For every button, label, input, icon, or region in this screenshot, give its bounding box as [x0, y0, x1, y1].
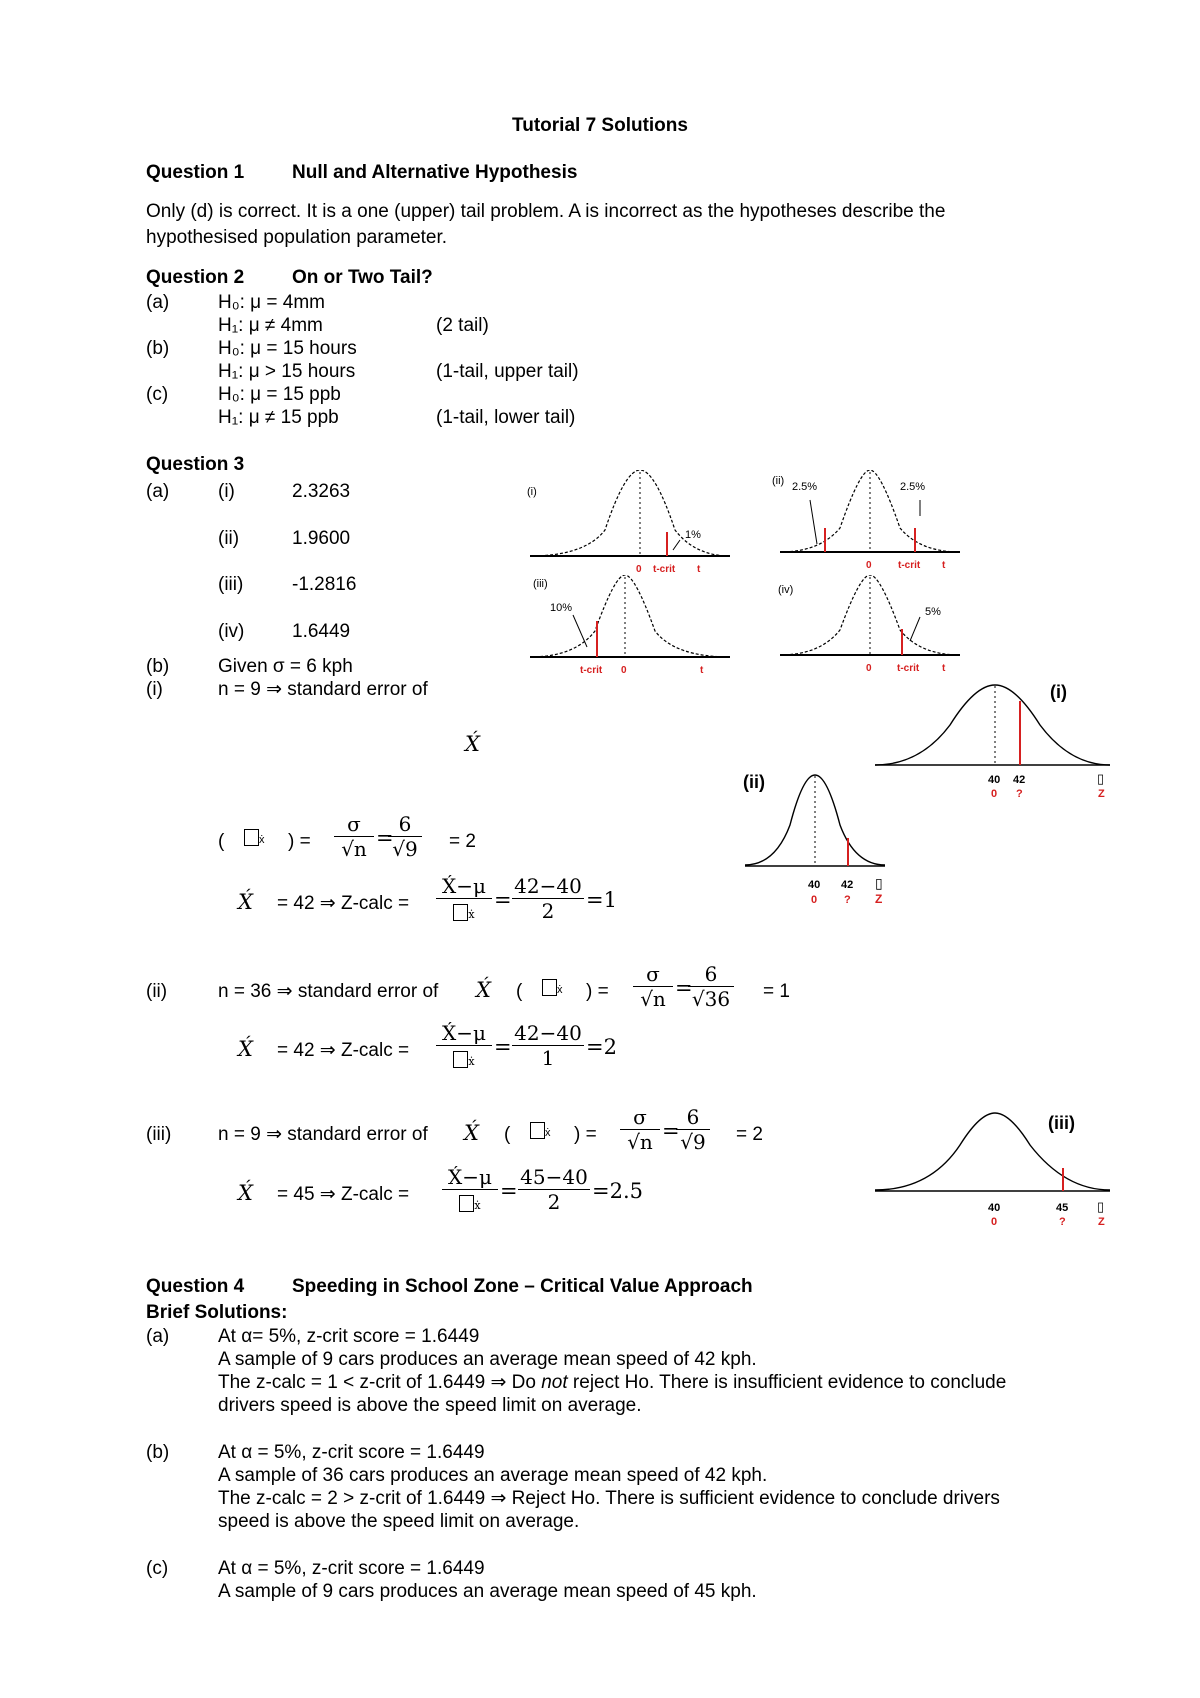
q3-a-value: 2.3263	[292, 481, 351, 502]
frac-den: √9	[680, 1130, 706, 1154]
frac-den: 2	[547, 1190, 561, 1214]
q2-tail-note: (1-tail, upper tail)	[436, 361, 579, 382]
q1-line1: Only (d) is correct. It is a one (upper) tail problem. A is incorrect as the hypotheses describe the	[146, 201, 946, 222]
q2-tail-note: (1-tail, lower tail)	[436, 407, 576, 428]
equals: =	[500, 1179, 518, 1203]
xbar-symbol: X́	[465, 732, 480, 756]
paren-open: (	[516, 981, 523, 1002]
frac-6-sqrt9	[676, 1105, 710, 1154]
q3-a-value: 1.6449	[292, 621, 351, 642]
result: =2.5	[592, 1179, 643, 1203]
q3-ii-text: n = 36 ⇒ standard error of	[218, 981, 439, 1002]
frac-values	[518, 1165, 590, 1214]
q3-iii-text: n = 9 ⇒ standard error of	[218, 1124, 428, 1145]
result-eq-2: = 2	[736, 1124, 763, 1145]
frac-num: σ	[334, 812, 374, 837]
q2-tail-note: (2 tail)	[436, 315, 489, 336]
z-diagram-ii	[735, 760, 915, 920]
q2-part-label: (b)	[146, 338, 170, 359]
tail-right-label: 2.5%	[900, 481, 926, 493]
t-diagram-iii	[525, 575, 735, 685]
page-title-text: Tutorial 7 Solutions	[512, 115, 688, 136]
equals: =	[675, 976, 693, 1000]
q4-a-line2: A sample of 9 cars produces an average mean speed of 42 kph.	[218, 1349, 757, 1370]
t-diagram-ii	[770, 470, 970, 580]
paren-close: ) =	[288, 831, 311, 852]
q2-part-label: (c)	[146, 384, 169, 405]
frac-num: X́−μ	[442, 1165, 498, 1190]
axis-top-value: 42	[841, 879, 854, 891]
frac-values	[512, 874, 584, 923]
t-diagram-iv	[770, 575, 970, 685]
q4-a-part: (a)	[146, 1326, 170, 1347]
paren-open: (	[218, 831, 225, 852]
q4-a-line3-emphasis: not	[541, 1372, 568, 1393]
frac-den: ẋ	[436, 1046, 492, 1070]
q3-a-sub: (ii)	[218, 528, 240, 549]
axis-t: t	[942, 663, 946, 674]
q4-b-line3: The z-calc = 2 > z-crit of 1.6449 ⇒ Reject Ho. There is sufficient evidence to conclude drivers	[218, 1488, 1000, 1509]
q3-label: Question 3	[146, 454, 245, 475]
frac-sigma-sqrtn	[620, 1105, 660, 1154]
q3-b-part: (b)	[146, 656, 170, 677]
axis-bottom-q: ?	[1016, 788, 1023, 800]
frac-num: σ	[633, 962, 673, 987]
q4-b-part: (b)	[146, 1442, 170, 1463]
q3-i-text: n = 9 ⇒ standard error of	[218, 679, 428, 700]
xbar-symbol: X́	[464, 1121, 479, 1145]
q1-line2: hypothesised population parameter.	[146, 227, 448, 248]
result-eq-1: = 1	[763, 981, 790, 1002]
z-diagram-iii	[870, 1105, 1115, 1245]
q4-brief: Brief Solutions:	[146, 1302, 288, 1323]
xbar-symbol: X́	[238, 890, 253, 914]
frac-num: X́−μ	[436, 1021, 492, 1046]
axis-top-value: 45	[1056, 1202, 1069, 1214]
frac-num: 6	[676, 1105, 710, 1130]
frac-sigma-sqrtn	[334, 812, 374, 861]
axis-tcrit: t-crit	[898, 560, 921, 571]
t-diagram-i	[525, 470, 735, 580]
axis-bottom-q: ?	[1059, 1216, 1066, 1228]
q2-heading: On or Two Tail?	[292, 267, 433, 288]
axis-bottom-0: 0	[991, 788, 998, 800]
frac-num: 42−40	[512, 1021, 584, 1046]
paren-close: ) =	[586, 981, 609, 1002]
diagram-label: (iii)	[533, 578, 548, 590]
q2-hypothesis: H₀: μ = 15 ppb	[218, 384, 341, 405]
diagram-label: (ii)	[743, 772, 765, 792]
diagram-label: (iii)	[1048, 1113, 1075, 1133]
page-title	[0, 115, 1200, 138]
xbar-symbol: X́	[238, 1181, 253, 1205]
frac-num: X́−μ	[436, 874, 492, 899]
axis-t: t	[942, 560, 946, 571]
tail-label: 1%	[685, 529, 701, 541]
frac-den: √36	[691, 987, 731, 1011]
diagram-label: (ii)	[772, 475, 785, 487]
q4-a-line3	[218, 1372, 1006, 1395]
q4-c-line1: At α = 5%, z-crit score = 1.6449	[218, 1558, 485, 1579]
tail-label: 5%	[925, 606, 941, 618]
frac-den: √n	[341, 837, 367, 861]
frac-values	[512, 1021, 584, 1070]
frac-num: 45−40	[518, 1165, 590, 1190]
se-symbol: ẋ	[542, 977, 563, 1000]
q3-a-value: 1.9600	[292, 528, 351, 549]
frac-den: √n	[627, 1130, 653, 1154]
frac-sigma-sqrtn	[633, 962, 673, 1011]
q1-heading: Null and Alternative Hypothesis	[292, 162, 578, 183]
axis-top-mean: 40	[988, 774, 1001, 786]
frac-den: ẋ	[442, 1190, 498, 1214]
q2-label: Question 2	[146, 267, 245, 288]
frac-6-sqrt36	[688, 962, 734, 1011]
ii-calc-text: = 42 ⇒ Z-calc =	[277, 1040, 410, 1061]
frac-num: 42−40	[512, 874, 584, 899]
xbar-symbol: X́	[476, 978, 491, 1002]
axis-bottom-z: Z	[1098, 788, 1105, 800]
axis-top-xbar: ▯	[875, 875, 883, 891]
axis-top-mean: 40	[988, 1202, 1001, 1214]
se-symbol: ẋ	[530, 1120, 551, 1143]
axis-top-xbar: ▯	[1097, 1199, 1105, 1214]
axis-tcrit: t-crit	[897, 663, 920, 674]
q2-hypothesis: H₀: μ = 4mm	[218, 292, 325, 313]
frac-den: √9	[392, 837, 418, 861]
q4-c-line2: A sample of 9 cars produces an average mean speed of 45 kph.	[218, 1581, 757, 1602]
q4-a-line4: drivers speed is above the speed limit on average.	[218, 1395, 642, 1416]
q4-a-line3a: The z-calc = 1 < z-crit of 1.6449 ⇒ Do	[218, 1372, 542, 1393]
equals: =	[494, 888, 512, 912]
q3-a-sub: (iii)	[218, 574, 244, 595]
frac-zcalc	[436, 874, 492, 923]
q3-ii-part: (ii)	[146, 981, 168, 1002]
q3-a-part: (a)	[146, 481, 170, 502]
frac-num: 6	[688, 962, 734, 987]
tail-left-label: 2.5%	[792, 481, 818, 493]
axis-tcrit: t-crit	[580, 665, 603, 676]
equals: =	[494, 1035, 512, 1059]
result: =1	[586, 888, 617, 912]
tail-label: 10%	[550, 602, 573, 614]
frac-6-sqrt9	[388, 812, 422, 861]
q4-heading: Speeding in School Zone – Critical Value Approach	[292, 1276, 753, 1297]
q4-a-line1: At α= 5%, z-crit score = 1.6449	[218, 1326, 480, 1347]
axis-t: t	[697, 564, 701, 575]
q2-part-label: (a)	[146, 292, 170, 313]
diagram-label: (i)	[1050, 682, 1067, 702]
q3-a-sub: (i)	[218, 481, 235, 502]
axis-0: 0	[621, 665, 627, 676]
equals: =	[662, 1119, 680, 1143]
axis-top-mean: 40	[808, 879, 821, 891]
q2-hypothesis: H₁: μ > 15 hours	[218, 361, 356, 382]
frac-den: 2	[541, 899, 555, 923]
q4-b-line1: At α = 5%, z-crit score = 1.6449	[218, 1442, 485, 1463]
i-calc-text: = 42 ⇒ Z-calc =	[277, 893, 410, 914]
axis-bottom-0: 0	[811, 894, 818, 906]
equals: =	[376, 826, 394, 850]
q2-hypothesis: H₁: μ ≠ 15 ppb	[218, 407, 339, 428]
q4-b-line4: speed is above the speed limit on average.	[218, 1511, 580, 1532]
q3-a-sub: (iv)	[218, 621, 245, 642]
axis-top-value: 42	[1013, 774, 1026, 786]
axis-0: 0	[866, 663, 872, 674]
axis-t: t	[700, 665, 704, 676]
axis-bottom-q: ?	[844, 894, 851, 906]
axis-bottom-z: Z	[1098, 1216, 1105, 1228]
q4-b-line2: A sample of 36 cars produces an average mean speed of 42 kph.	[218, 1465, 768, 1486]
frac-num: σ	[620, 1105, 660, 1130]
q4-c-part: (c)	[146, 1558, 169, 1579]
iii-calc-text: = 45 ⇒ Z-calc =	[277, 1184, 410, 1205]
frac-zcalc	[442, 1165, 498, 1214]
axis-tcrit: t-crit	[653, 564, 676, 575]
q4-label: Question 4	[146, 1276, 245, 1297]
axis-0: 0	[636, 564, 642, 575]
se-symbol: ẋ	[244, 827, 265, 850]
q2-hypothesis: H₀: μ = 15 hours	[218, 338, 357, 359]
q3-a-value: -1.2816	[292, 574, 357, 595]
frac-num: 6	[388, 812, 422, 837]
q4-a-line3b: reject Ho. There is insufficient evidence to conclude	[567, 1372, 1007, 1393]
xbar-symbol: X́	[238, 1037, 253, 1061]
paren-close: ) =	[574, 1124, 597, 1145]
result-eq-2: = 2	[449, 831, 476, 852]
axis-bottom-z: Z	[875, 892, 883, 906]
frac-den: 1	[541, 1046, 555, 1070]
diagram-label: (i)	[527, 486, 537, 498]
axis-bottom-0: 0	[991, 1216, 998, 1228]
q3-iii-part: (iii)	[146, 1124, 172, 1145]
axis-0: 0	[866, 560, 872, 571]
paren-open: (	[504, 1124, 511, 1145]
q2-hypothesis: H₁: μ ≠ 4mm	[218, 315, 323, 336]
axis-top-xbar: ▯	[1097, 771, 1105, 786]
q1-label: Question 1	[146, 162, 245, 183]
q3-b-given: Given σ = 6 kph	[218, 656, 353, 677]
frac-zcalc	[436, 1021, 492, 1070]
result: =2	[586, 1035, 617, 1059]
q3-i-part: (i)	[146, 679, 163, 700]
diagram-label: (iv)	[778, 584, 794, 596]
frac-den: √n	[640, 987, 666, 1011]
frac-den: ẋ	[436, 899, 492, 923]
